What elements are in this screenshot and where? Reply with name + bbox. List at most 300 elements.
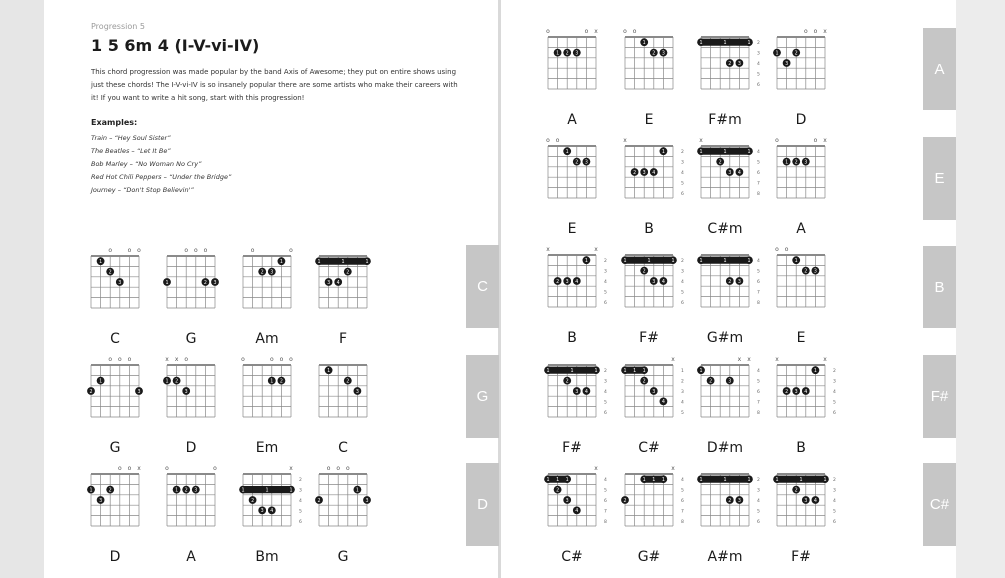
finger-number: 3 — [642, 170, 646, 176]
finger-number: 1 — [823, 478, 827, 483]
open-string-marker: o — [345, 465, 350, 472]
finger-number: 1 — [633, 369, 637, 374]
chord-name: E — [644, 112, 654, 128]
chord-diagram — [163, 356, 215, 456]
finger-number: 2 — [728, 61, 732, 67]
finger-number: 1 — [647, 259, 651, 264]
finger-number: 1 — [799, 478, 803, 483]
chord-diagram — [544, 365, 607, 456]
finger-number: 3 — [785, 61, 789, 67]
fret-number-label: 6 — [604, 410, 607, 416]
chord-name: F# — [791, 549, 811, 565]
finger-number: 2 — [652, 51, 656, 57]
finger-number: 2 — [785, 389, 789, 395]
open-string-marker: o — [289, 356, 293, 363]
fret-number-label: 6 — [757, 519, 760, 525]
fret-number-label: 5 — [299, 509, 302, 515]
open-string-marker: o — [279, 356, 284, 363]
fret-number-label: 3 — [681, 390, 684, 395]
chord-name: C# — [561, 549, 583, 565]
finger-number: 1 — [642, 478, 646, 483]
chord-diagram — [697, 37, 760, 128]
chord-diagram — [697, 137, 760, 237]
fret-number-label: 6 — [757, 390, 760, 395]
finger-number: 3 — [804, 498, 808, 504]
finger-number: 1 — [699, 369, 703, 374]
finger-number: 2 — [108, 270, 112, 276]
finger-number: 2 — [279, 379, 283, 385]
muted-string-marker: x — [823, 356, 827, 363]
chord-name: F# — [562, 440, 582, 456]
fret-number-label: 7 — [757, 290, 760, 296]
finger-number: 1 — [747, 150, 751, 155]
finger-number: 1 — [747, 478, 751, 483]
chord-name: F#m — [708, 112, 742, 128]
fret-number-label: 8 — [757, 410, 760, 416]
finger-number: 3 — [804, 160, 808, 166]
chord-name: A#m — [707, 549, 743, 565]
chord-diagram — [697, 356, 760, 456]
muted-string-marker: x — [289, 465, 293, 472]
muted-string-marker: x — [671, 465, 675, 472]
finger-number: 3 — [737, 279, 741, 285]
key-tab-c-sharp[interactable]: C# — [923, 463, 956, 546]
finger-number: 1 — [556, 478, 560, 483]
finger-number: 3 — [213, 280, 217, 286]
muted-string-marker: x — [775, 356, 779, 363]
finger-number: 3 — [270, 270, 274, 276]
finger-number: 1 — [584, 259, 588, 264]
finger-number: 1 — [279, 260, 283, 265]
muted-string-marker: x — [594, 246, 598, 253]
finger-number: 1 — [317, 260, 321, 265]
fret-number-label: 6 — [604, 499, 607, 504]
fret-number-label: 2 — [604, 369, 607, 375]
finger-number: 2 — [203, 280, 207, 286]
fret-number-label: 3 — [757, 488, 760, 494]
finger-number: 1 — [99, 260, 103, 265]
chord-diagram — [241, 356, 293, 456]
finger-number: 4 — [661, 279, 665, 285]
finger-number: 4 — [804, 389, 808, 395]
fret-number-label: 4 — [757, 150, 760, 156]
chord-name: C — [110, 331, 120, 347]
muted-string-marker: x — [137, 465, 141, 472]
chord-diagram — [775, 137, 827, 237]
finger-number: 4 — [737, 170, 741, 176]
finger-number: 2 — [184, 488, 188, 494]
finger-number: 3 — [661, 51, 665, 57]
chord-diagram — [775, 356, 836, 456]
fret-number-label: 3 — [681, 160, 684, 166]
finger-number: 4 — [575, 279, 579, 285]
fret-number-label: 5 — [757, 509, 760, 515]
finger-number: 1 — [623, 259, 627, 264]
fret-number-label: 4 — [757, 369, 760, 375]
finger-number: 1 — [556, 51, 560, 57]
fret-number-label: 3 — [299, 488, 302, 494]
chord-diagram — [315, 256, 371, 347]
chord-diagram — [239, 465, 302, 565]
open-string-marker: o — [326, 465, 331, 472]
finger-number: 2 — [575, 160, 579, 166]
chord-diagram — [87, 356, 143, 456]
finger-number: 1 — [99, 379, 103, 385]
chord-diagram — [87, 465, 141, 565]
finger-number: 2 — [718, 160, 722, 166]
finger-number: 4 — [336, 280, 340, 286]
finger-number: 2 — [556, 488, 560, 494]
muted-string-marker: x — [671, 356, 675, 363]
finger-number: 1 — [289, 488, 293, 494]
key-tab-b[interactable]: B — [923, 246, 956, 328]
finger-number: 4 — [813, 498, 817, 504]
chord-name: D — [795, 112, 807, 128]
fret-number-label: 2 — [604, 259, 607, 265]
fret-number-label: 5 — [757, 160, 760, 166]
fret-number-label: 4 — [604, 478, 607, 484]
open-string-marker: o — [584, 28, 589, 35]
finger-number: 1 — [747, 41, 751, 46]
finger-number: 1 — [623, 369, 627, 374]
chord-diagram — [165, 465, 217, 565]
fret-number-label: 5 — [833, 400, 836, 406]
fret-number-label: 6 — [604, 300, 607, 306]
finger-number: 2 — [346, 379, 350, 385]
finger-number: 1 — [661, 478, 665, 483]
finger-number: 4 — [661, 400, 665, 406]
open-string-marker: o — [108, 247, 113, 254]
fret-number-label: 5 — [833, 509, 836, 515]
finger-number: 2 — [565, 379, 569, 385]
fret-number-label: 3 — [604, 379, 607, 385]
finger-number: 2 — [317, 498, 321, 504]
open-string-marker: o — [193, 247, 198, 254]
chord-diagram — [773, 474, 836, 565]
open-string-marker: o — [336, 465, 341, 472]
chord-name: Bm — [255, 549, 279, 565]
fret-number-label: 2 — [681, 379, 684, 385]
open-string-marker: o — [165, 465, 169, 472]
chord-diagram — [546, 137, 596, 237]
chord-diagram — [623, 28, 673, 128]
fret-number-label: 4 — [681, 400, 684, 406]
finger-number: 1 — [265, 488, 269, 494]
examples-heading: Examples: — [91, 118, 138, 127]
finger-number: 1 — [699, 150, 703, 155]
fret-number-label: 4 — [681, 171, 684, 176]
muted-string-marker: x — [165, 356, 169, 363]
finger-number: 2 — [794, 488, 798, 494]
finger-number: 3 — [794, 389, 798, 395]
finger-number: 4 — [652, 170, 656, 176]
finger-number: 2 — [623, 498, 627, 504]
finger-number: 1 — [642, 369, 646, 374]
muted-string-marker: x — [594, 465, 598, 472]
finger-number: 1 — [699, 478, 703, 483]
fret-number-label: 3 — [833, 488, 836, 494]
open-string-marker: o — [555, 137, 560, 144]
chord-diagram — [623, 137, 684, 237]
chord-diagram — [775, 246, 825, 346]
fret-number-label: 8 — [681, 519, 684, 525]
open-string-marker: o — [108, 356, 113, 363]
fret-number-label: 5 — [604, 290, 607, 296]
example-item: The Beatles – “Let It Be” — [91, 147, 171, 155]
open-string-marker: o — [269, 356, 274, 363]
finger-number: 3 — [365, 498, 369, 504]
finger-number: 1 — [546, 369, 550, 374]
finger-number: 1 — [89, 488, 93, 494]
finger-number: 1 — [365, 260, 369, 265]
muted-string-marker: x — [623, 137, 627, 144]
finger-number: 4 — [270, 509, 274, 515]
chord-name: Em — [255, 440, 279, 456]
fret-number-label: 5 — [681, 181, 684, 187]
key-tab-d[interactable]: D — [466, 463, 499, 546]
fret-number-label: 6 — [681, 300, 684, 306]
chord-diagram — [621, 255, 684, 346]
finger-number: 1 — [565, 150, 569, 155]
chord-diagram — [697, 255, 760, 346]
fret-number-label: 7 — [681, 509, 684, 515]
finger-number: 1 — [270, 379, 274, 385]
finger-number: 2 — [89, 389, 93, 395]
fret-number-label: 6 — [681, 191, 684, 197]
finger-number: 3 — [813, 269, 817, 275]
finger-number: 2 — [642, 379, 646, 385]
muted-string-marker: x — [594, 28, 598, 35]
fret-number-label: 8 — [757, 300, 760, 306]
finger-number: 2 — [794, 51, 798, 57]
fret-number-label: 2 — [681, 150, 684, 156]
chord-diagram — [546, 246, 607, 346]
finger-number: 3 — [355, 389, 359, 395]
progression-description: This chord progression was made popular by the band Axis of Awesome; they put on entire shows using just these chords! The I-V-vi-IV is so insanely popular there are some artists who make their careers with it! If you want to write a hit song, start with this progression! — [91, 68, 458, 102]
open-string-marker: o — [632, 28, 637, 35]
finger-number: 1 — [723, 478, 727, 483]
fret-number-label: 6 — [833, 410, 836, 416]
fret-number-label: 5 — [681, 488, 684, 494]
finger-number: 2 — [709, 379, 713, 385]
chord-name: B — [567, 330, 577, 346]
key-tab-f-sharp[interactable]: F# — [923, 355, 956, 438]
fret-number-label: 5 — [757, 72, 760, 78]
finger-number: 1 — [699, 41, 703, 46]
key-tab-e[interactable]: E — [923, 137, 956, 220]
fret-number-label: 7 — [604, 509, 607, 515]
finger-number: 3 — [575, 389, 579, 395]
finger-number: 3 — [327, 280, 331, 286]
fret-number-label: 2 — [681, 259, 684, 265]
finger-number: 1 — [813, 369, 817, 374]
finger-number: 1 — [165, 379, 169, 385]
finger-number: 1 — [570, 369, 574, 374]
key-tab-a[interactable]: A — [923, 28, 956, 110]
key-tab-g[interactable]: G — [466, 355, 499, 438]
fret-number-label: 7 — [757, 400, 760, 406]
chord-diagram — [773, 28, 827, 128]
muted-string-marker: x — [174, 356, 179, 363]
finger-number: 1 — [165, 280, 169, 286]
example-item: Red Hot Chili Peppers – “Under the Bridge” — [91, 173, 232, 181]
muted-string-marker: x — [747, 356, 751, 363]
finger-number: 3 — [737, 498, 741, 504]
finger-number: 1 — [723, 41, 727, 46]
finger-number: 3 — [728, 170, 732, 176]
fret-number-label: 3 — [757, 51, 760, 57]
fret-number-label: 3 — [604, 269, 607, 275]
open-string-marker: o — [137, 247, 141, 254]
chord-name: G — [337, 549, 349, 565]
finger-number: 1 — [565, 478, 569, 483]
finger-number: 1 — [785, 160, 789, 166]
chord-diagram — [546, 28, 598, 128]
fret-number-label: 4 — [757, 62, 760, 67]
finger-number: 1 — [699, 259, 703, 264]
chord-diagram — [319, 365, 367, 456]
chord-name: A — [186, 549, 196, 565]
open-string-marker: o — [813, 137, 818, 144]
fret-number-label: 5 — [681, 410, 684, 416]
finger-number: 1 — [723, 259, 727, 264]
open-string-marker: o — [127, 356, 132, 363]
fret-number-label: 1 — [681, 369, 684, 375]
open-string-marker: o — [546, 137, 550, 144]
open-string-marker: o — [623, 28, 627, 35]
chord-name: D — [109, 549, 121, 565]
open-string-marker: o — [127, 465, 132, 472]
open-string-marker: o — [203, 247, 208, 254]
finger-number: 2 — [108, 488, 112, 494]
finger-number: 3 — [565, 279, 569, 285]
finger-number: 1 — [546, 478, 550, 483]
open-string-marker: o — [127, 247, 132, 254]
fret-number-label: 3 — [833, 379, 836, 385]
fret-number-label: 4 — [833, 390, 836, 395]
finger-number: 3 — [184, 389, 188, 395]
open-string-marker: o — [289, 247, 293, 254]
fret-number-label: 3 — [681, 269, 684, 275]
muted-string-marker: x — [823, 137, 827, 144]
finger-number: 3 — [728, 379, 732, 385]
finger-number: 3 — [575, 51, 579, 57]
finger-number: 3 — [194, 488, 198, 494]
chord-diagram — [621, 356, 684, 456]
chord-name: F# — [639, 330, 659, 346]
finger-number: 2 — [346, 270, 350, 276]
chord-name: A — [567, 112, 577, 128]
finger-number: 2 — [565, 51, 569, 57]
fret-number-label: 4 — [757, 259, 760, 265]
chord-name: D — [185, 440, 197, 456]
open-string-marker: o — [784, 246, 789, 253]
fret-number-label: 6 — [757, 280, 760, 285]
finger-number: 2 — [175, 379, 179, 385]
finger-number: 2 — [251, 498, 255, 504]
fret-number-label: 8 — [757, 191, 760, 197]
finger-number: 1 — [175, 488, 179, 494]
finger-number: 2 — [556, 279, 560, 285]
open-string-marker: o — [775, 137, 779, 144]
fret-number-label: 8 — [604, 519, 607, 525]
open-string-marker: o — [803, 28, 808, 35]
example-item: Journey – “Don't Stop Believin'” — [91, 186, 194, 194]
finger-number: 1 — [642, 41, 646, 46]
finger-number: 3 — [565, 498, 569, 504]
chord-name: C — [338, 440, 348, 456]
finger-number: 3 — [652, 389, 656, 395]
open-string-marker: o — [241, 356, 245, 363]
finger-number: 1 — [794, 259, 798, 264]
chord-diagram — [315, 465, 371, 565]
example-item: Bob Marley – “No Woman No Cry” — [91, 160, 202, 168]
finger-number: 2 — [804, 269, 808, 275]
progression-label: Progression 5 — [91, 22, 145, 31]
finger-number: 3 — [99, 498, 103, 504]
finger-number: 1 — [775, 478, 779, 483]
chord-name: E — [567, 221, 577, 237]
finger-number: 1 — [341, 260, 345, 265]
finger-number: 1 — [355, 488, 359, 494]
chord-diagram — [243, 247, 293, 347]
fret-number-label: 4 — [604, 390, 607, 395]
open-string-marker: o — [184, 247, 189, 254]
finger-number: 1 — [652, 478, 656, 483]
fret-number-label: 2 — [833, 478, 836, 484]
open-string-marker: o — [184, 356, 189, 363]
fret-number-label: 2 — [833, 369, 836, 375]
finger-number: 3 — [118, 280, 122, 286]
fret-number-label: 2 — [299, 478, 302, 484]
chord-name: F — [338, 331, 348, 347]
chord-name: D#m — [706, 440, 744, 456]
fret-number-label: 6 — [681, 499, 684, 504]
fret-number-label: 5 — [681, 290, 684, 296]
fret-number-label: 4 — [833, 499, 836, 504]
finger-number: 2 — [728, 498, 732, 504]
fret-number-label: 4 — [681, 280, 684, 285]
chord-name: G — [109, 440, 121, 456]
chord-name: G — [185, 331, 197, 347]
finger-number: 2 — [642, 269, 646, 275]
finger-number: 1 — [723, 150, 727, 155]
finger-number: 3 — [584, 160, 588, 166]
muted-string-marker: x — [823, 28, 827, 35]
chord-name: B — [796, 440, 806, 456]
muted-string-marker: x — [546, 246, 550, 253]
finger-number: 3 — [260, 509, 264, 515]
fret-number-label: 2 — [757, 478, 760, 484]
fret-number-label: 4 — [757, 499, 760, 504]
fret-number-label: 2 — [757, 41, 760, 47]
open-string-marker: o — [546, 28, 550, 35]
chord-diagram — [91, 247, 141, 347]
fret-number-label: 6 — [833, 519, 836, 525]
finger-number: 1 — [671, 259, 675, 264]
chord-name: G# — [637, 549, 661, 565]
fret-number-label: 4 — [604, 280, 607, 285]
fret-number-label: 4 — [299, 499, 302, 504]
finger-number: 1 — [241, 488, 245, 494]
fret-number-label: 6 — [757, 82, 760, 88]
chord-name: C#m — [707, 221, 743, 237]
chord-name: B — [644, 221, 654, 237]
key-tab-c[interactable]: C — [466, 245, 499, 328]
example-item: Train – “Hey Soul Sister” — [91, 134, 171, 142]
finger-number: 1 — [594, 369, 598, 374]
finger-number: 2 — [728, 279, 732, 285]
